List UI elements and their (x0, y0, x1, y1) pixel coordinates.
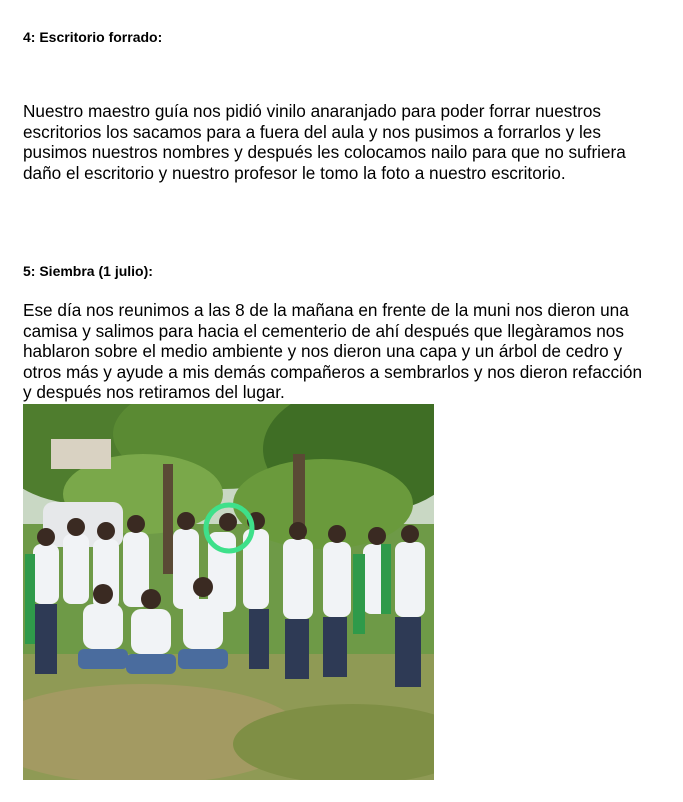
section-4-heading: 4: Escritorio forrado: (23, 29, 163, 45)
section-4-paragraph: Nuestro maestro guía nos pidió vinilo anaranjado para poder forrar nuestros escritorios los sacamos para a fuera del aula y nos pusimos a forrarlos y les pusimos nuestros nombres y después les colocamos nailo para que no sufriera daño el escritorio y nuestro profesor le tomo la foto a nuestro escritorio. (23, 101, 626, 183)
group-photo (23, 404, 434, 780)
group-photo-illustration (23, 404, 434, 780)
section-5-heading: 5: Siembra (1 julio): (23, 263, 153, 279)
section-5-paragraph: Ese día nos reunimos a las 8 de la mañana en frente de la muni nos dieron una camisa y salimos para hacia el cementerio de ahí después que llegàramos nos hablaron sobre el medio ambiente y nos dieron una capa y un árbol de cedro y otros más y ayude a mis demás compañeros a sembrarlos y nos dieron refacción y después nos retiramos del lugar. (23, 300, 643, 403)
